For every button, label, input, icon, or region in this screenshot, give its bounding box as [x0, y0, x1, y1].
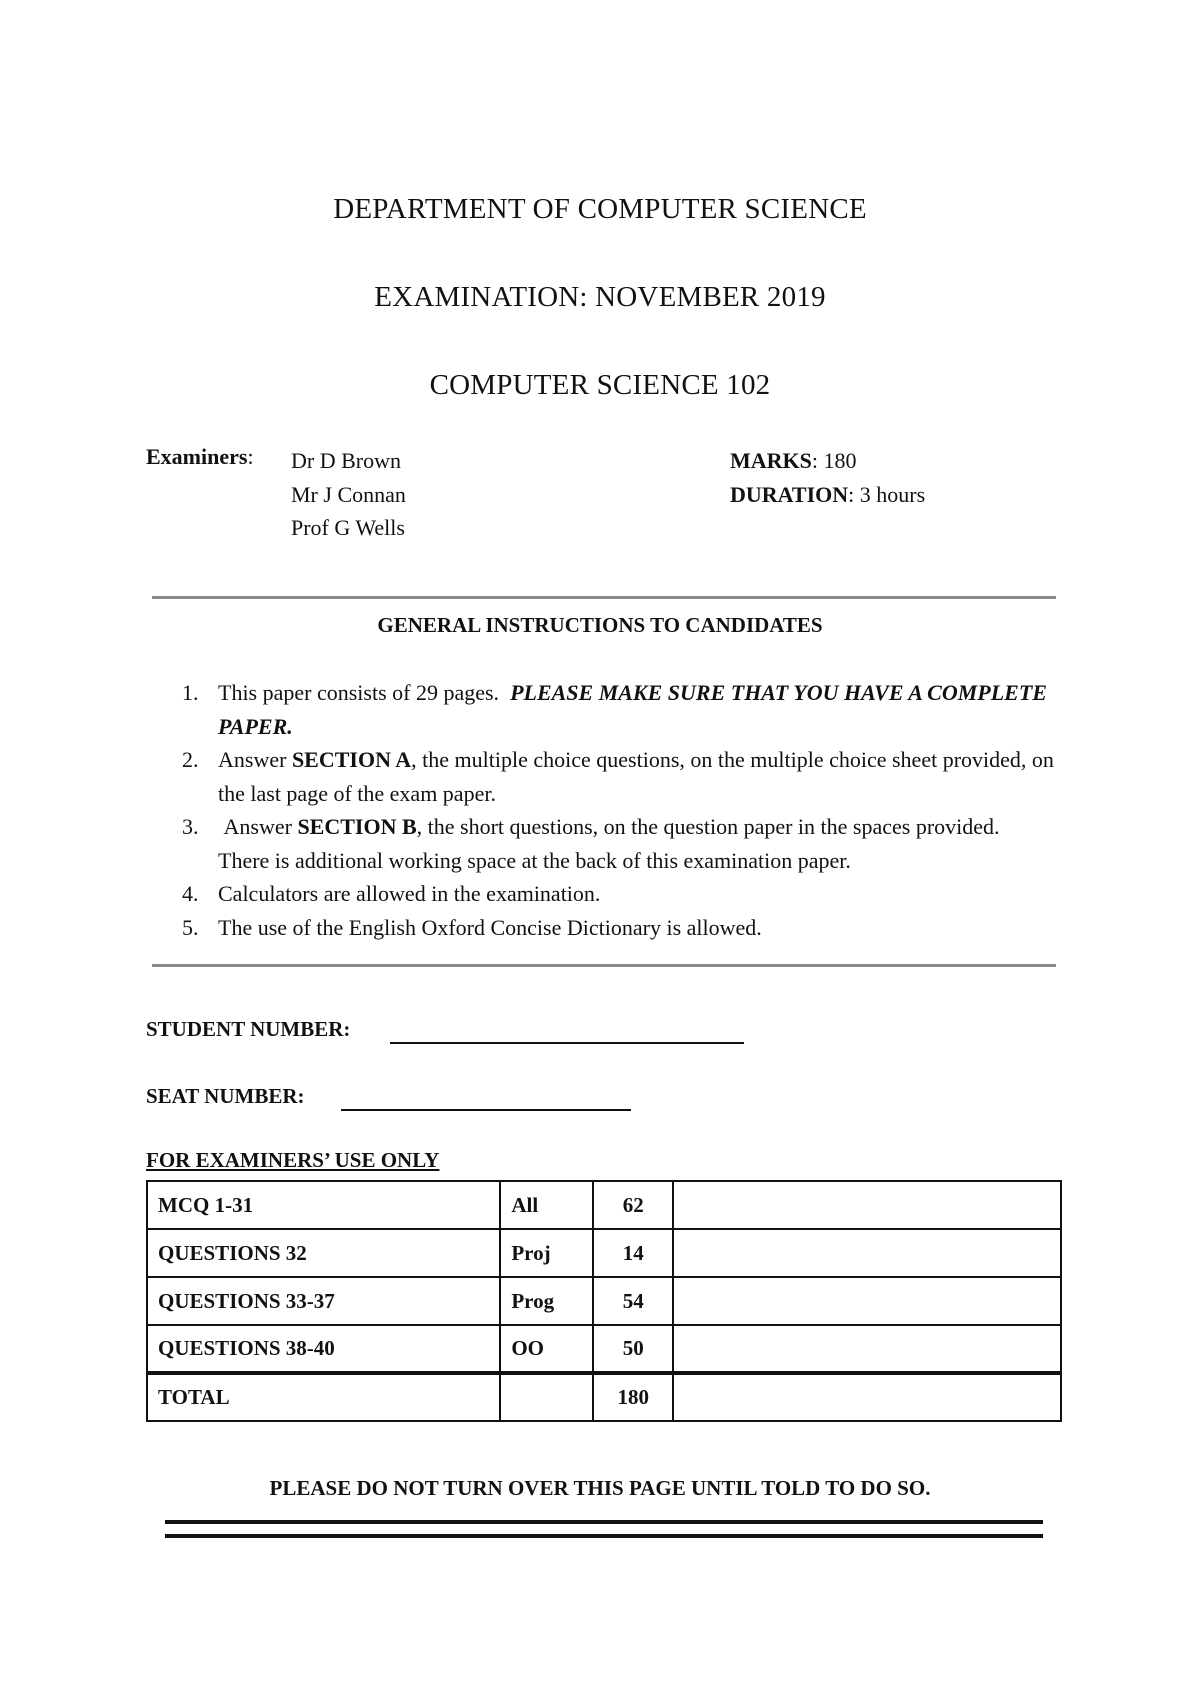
score-cell[interactable]: [673, 1325, 1061, 1373]
total-score-cell[interactable]: [673, 1373, 1061, 1421]
instruction-emphasis: PLEASE MAKE SURE THAT YOU HAVE A COMPLETE PAPER.: [218, 680, 1047, 739]
marks-label: MARKS: [730, 448, 812, 473]
divider-bottom: [152, 964, 1056, 967]
examiner-name: Prof G Wells: [291, 515, 405, 540]
table-row: [147, 1325, 1061, 1373]
table-row: [147, 1277, 1061, 1325]
score-cell[interactable]: [673, 1229, 1061, 1277]
marks-cell: 54: [593, 1277, 673, 1325]
examiners-label-block: Examiners:: [146, 444, 254, 469]
instruction-item: [175, 810, 1055, 877]
instruction-text-post: , the short questions, on the question paper in the spaces provided. There is additional working space at the back of this examination paper.: [218, 814, 1000, 873]
item-cell: QUESTIONS 38-40: [147, 1325, 500, 1373]
section-cell: OO: [500, 1325, 593, 1373]
instruction-number: 4.: [182, 881, 199, 906]
total-marks-cell: 180: [593, 1373, 673, 1421]
item-cell: QUESTIONS 32: [147, 1229, 500, 1277]
marks-cell: 14: [593, 1229, 673, 1277]
instruction-item: [175, 877, 1055, 911]
seat-number-label: SEAT NUMBER:: [146, 1084, 305, 1108]
examiners-marks-table: [146, 1180, 1062, 1422]
examiners-use-heading: FOR EXAMINERS’ USE ONLY: [146, 1148, 440, 1172]
divider-top: [152, 596, 1056, 599]
instruction-text: The use of the English Oxford Concise Dictionary is allowed.: [218, 914, 762, 940]
instruction-item: [175, 743, 1055, 810]
seat-number-field[interactable]: [341, 1109, 631, 1111]
section-cell: All: [500, 1181, 593, 1229]
item-cell: QUESTIONS 33-37: [147, 1277, 500, 1325]
instruction-text: Calculators are allowed in the examination.: [218, 881, 601, 906]
department-title: DEPARTMENT OF COMPUTER SCIENCE: [333, 193, 867, 225]
examiner-names: [291, 444, 406, 545]
section-cell: Prog: [500, 1277, 593, 1325]
table-row: [147, 1229, 1061, 1277]
marks-line: MARKS: 180: [730, 448, 857, 473]
section-cell: Proj: [500, 1229, 593, 1277]
student-number-label: STUDENT NUMBER:: [146, 1017, 351, 1041]
marks-value: 180: [823, 448, 857, 473]
instruction-text-post: , the multiple choice questions, on the multiple choice sheet provided, on the last page of the exam paper.: [218, 747, 1054, 806]
exam-meta: [730, 444, 925, 511]
marks-cell: 50: [593, 1325, 673, 1373]
table-row: [147, 1181, 1061, 1229]
instruction-number: 5.: [182, 914, 199, 940]
total-label-cell: TOTAL: [147, 1373, 500, 1421]
examination-title: EXAMINATION: NOVEMBER 2019: [374, 281, 826, 313]
item-cell: MCQ 1-31: [147, 1181, 500, 1229]
instruction-section: SECTION A: [291, 747, 412, 772]
instruction-section: SECTION B: [297, 814, 417, 839]
total-row: [147, 1373, 1061, 1421]
examiner-name: Dr D Brown: [291, 448, 401, 473]
instruction-text: This paper consists of 29 pages.: [218, 680, 500, 705]
examiners-label: Examiners: [146, 444, 248, 469]
examiner-name: Mr J Connan: [291, 481, 406, 507]
instructions-heading: GENERAL INSTRUCTIONS TO CANDIDATES: [377, 613, 823, 637]
footer-note: PLEASE DO NOT TURN OVER THIS PAGE UNTIL TOLD TO DO SO.: [269, 1476, 931, 1500]
instruction-text-pre: Answer: [223, 814, 292, 839]
instruction-item: [175, 676, 1055, 743]
marks-cell: 62: [593, 1181, 673, 1229]
duration-line: DURATION: 3 hours: [730, 481, 926, 507]
instruction-number: 1.: [182, 680, 199, 705]
total-section-cell: [500, 1373, 593, 1421]
instruction-text-pre: Answer: [218, 747, 287, 772]
student-number-field[interactable]: [390, 1042, 744, 1044]
duration-label: DURATION: [730, 481, 849, 507]
instructions-list: [175, 676, 1055, 944]
score-cell[interactable]: [673, 1277, 1061, 1325]
course-title: COMPUTER SCIENCE 102: [429, 369, 771, 401]
instruction-number: 3.: [182, 814, 199, 839]
footer-rule: [165, 1520, 1043, 1524]
score-cell[interactable]: [673, 1181, 1061, 1229]
footer-rule: [165, 1534, 1043, 1538]
instruction-item: [175, 911, 1055, 945]
duration-value: 3 hours: [859, 481, 926, 507]
instruction-number: 2.: [182, 747, 199, 772]
